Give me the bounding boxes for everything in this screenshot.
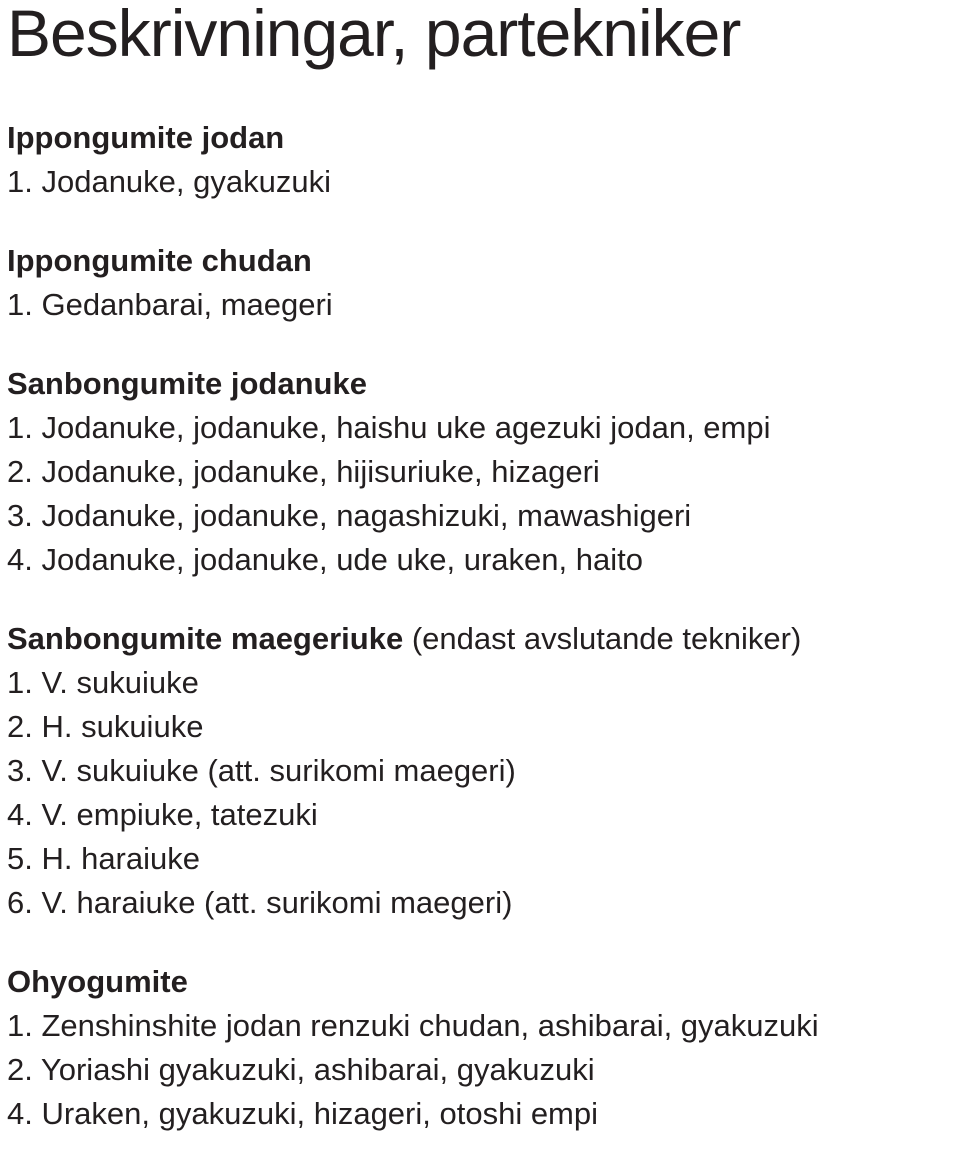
list-item: 1. V. sukuiuke [7,665,199,700]
list-item: 1. Jodanuke, gyakuzuki [7,164,331,199]
list-item: 4. V. empiuke, tatezuki [7,797,318,832]
section-heading-text: Sanbongumite jodanuke [7,366,367,401]
section-heading [7,617,960,661]
list-item: 4. Jodanuke, jodanuke, ude uke, uraken, haito [7,542,643,577]
section-heading-note: (endast avslutande tekniker) [403,621,802,656]
section-heading [7,239,960,283]
list-item: 3. V. sukuiuke (att. surikomi maegeri) [7,753,516,788]
technique-list [7,283,960,327]
technique-list [7,406,960,582]
list-item: 6. V. haraiuke (att. surikomi maegeri) [7,885,513,920]
list-item: 1. Zenshinshite jodan renzuki chudan, ashibarai, gyakuzuki [7,1008,819,1043]
section-heading [7,116,960,160]
list-item: 5. H. haraiuke [7,841,200,876]
section-sanbongumite-maegeriuke [7,617,960,925]
technique-list [7,661,960,925]
section-heading-text: Ohyogumite [7,964,188,999]
list-item: 1. Jodanuke, jodanuke, haishu uke agezuki jodan, empi [7,410,771,445]
list-item: 2. Jodanuke, jodanuke, hijisuriuke, hizageri [7,454,600,489]
list-item: 3. Jodanuke, jodanuke, nagashizuki, mawashigeri [7,498,692,533]
list-item: 2. H. sukuiuke [7,709,204,744]
section-heading-text: Ippongumite jodan [7,120,285,155]
section-heading [7,362,960,406]
list-item: 1. Gedanbarai, maegeri [7,287,333,322]
section-ippongumite-chudan [7,239,960,327]
section-heading-text: Ippongumite chudan [7,243,312,278]
section-sanbongumite-jodanuke [7,362,960,582]
section-heading-text: Sanbongumite maegeriuke [7,621,404,656]
section-ohyogumite [7,960,960,1136]
list-item: 2. Yoriashi gyakuzuki, ashibarai, gyakuzuki [7,1052,595,1087]
section-ippongumite-jodan [7,116,960,204]
list-item: 4. Uraken, gyakuzuki, hizageri, otoshi empi [7,1096,599,1131]
page-title: Beskrivningar, partekniker [7,0,741,70]
technique-list [7,160,960,204]
technique-list [7,1004,960,1136]
section-heading [7,960,960,1004]
